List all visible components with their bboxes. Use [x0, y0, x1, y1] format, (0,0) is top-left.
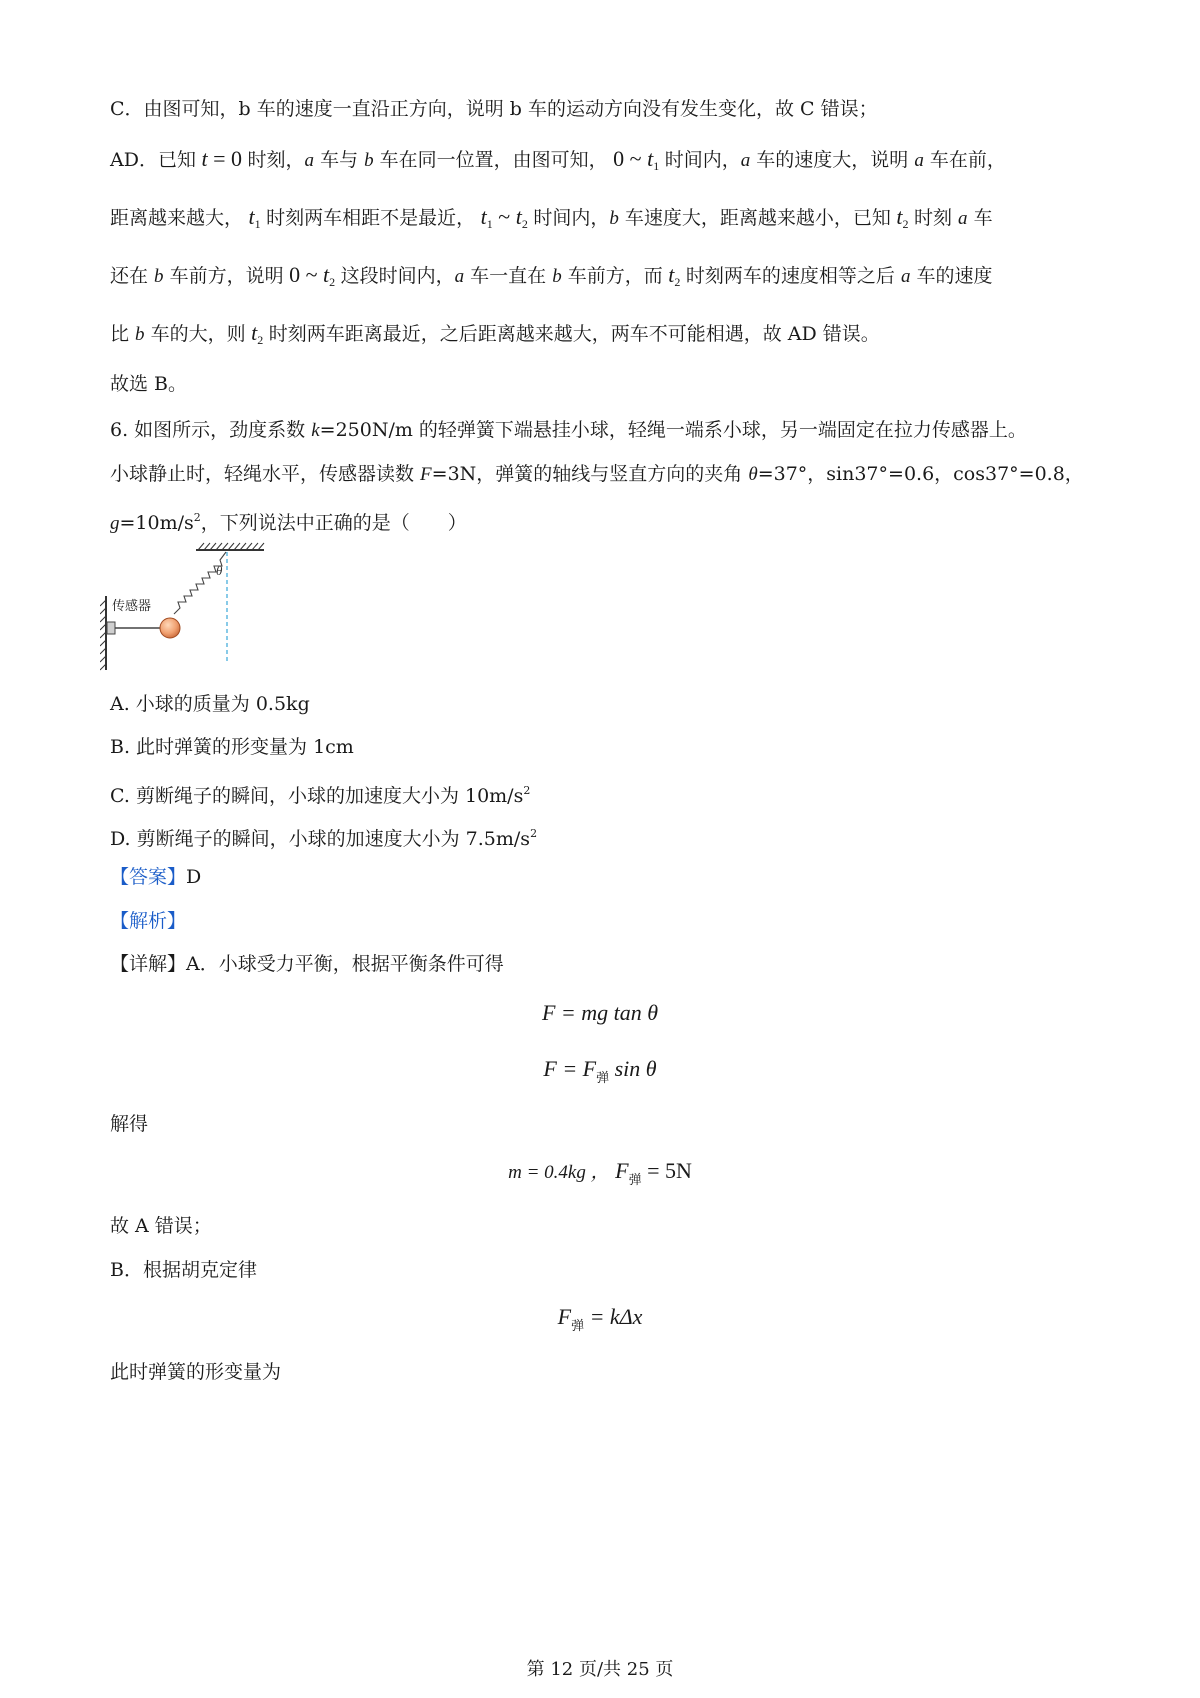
paragraph-c: C．由图可知，b 车的速度一直沿正方向，说明 b 车的运动方向没有发生变化，故 C 错误； — [110, 98, 878, 120]
question6-line2: 小球静止时，轻绳水平，传感器读数 F=3N，弹簧的轴线与竖直方向的夹角 θ=37°，sin37°=0.6，cos37°=0.8， — [110, 463, 1084, 485]
option-d: D. 剪断绳子的瞬间，小球的加速度大小为 $7.5m/s^2$ — [110, 827, 538, 850]
option-b: B. 此时弹簧的形变量为 1cm — [110, 736, 354, 758]
question6-line3: $g=10m/s^2$，下列说法中正确的是（ ） — [110, 511, 467, 534]
spring — [174, 552, 226, 614]
equation-3: m = 0.4kg ， $F_弹 = 5N$ — [508, 1158, 692, 1188]
detail-b: B．根据胡克定律 — [110, 1259, 257, 1281]
paragraph-ad-line2: 距离越来越大， $t_1$ 时刻两车相距不是最近， $t_1$ ~ $t_2$ 时间内，b 车速度大，距离越来越小，已知 $t_2$ 时刻 a 车 — [110, 204, 993, 231]
page-footer: 第 12 页/共 25 页 — [526, 1659, 674, 1680]
detail-label: 【详解】 — [110, 953, 187, 975]
option-a: A. 小球的质量为 0.5kg — [110, 693, 310, 715]
paragraph-ad-line4: 比 b 车的大，则 $t_2$ 时刻两车距离最近，之后距离越来越大，两车不可能相遇，故 AD 错误。 — [110, 320, 880, 347]
question6-line1: 6. 如图所示，劲度系数 k=250N/m 的轻弹簧下端悬挂小球，轻绳一端系小球，另一端固定在拉力传感器上。 — [110, 419, 1027, 441]
paragraph-ad-line3: 还在 b 车前方，说明 0 ~ $t_2$ 这段时间内，a 车一直在 b 车前方，而 $t_2$ 时刻两车的速度相等之后 a 车的速度 — [110, 262, 993, 289]
ceiling-hatch — [198, 543, 264, 550]
answer-label: 【答案】 — [110, 866, 187, 888]
select-conclusion: 故选 B。 — [110, 373, 188, 395]
sensor-box — [107, 622, 115, 634]
equation-2: $F = F_弹$ sin θ — [543, 1056, 657, 1086]
spring-ball-diagram — [100, 540, 290, 680]
analysis-label: 【解析】 — [110, 910, 187, 932]
equation-1: F = mg tan θ — [541, 1000, 659, 1025]
theta-label: θ — [216, 563, 223, 578]
answer — [110, 864, 201, 890]
equation-4: $F_弹 = k\Delta x$ — [557, 1304, 643, 1334]
a-wrong: 故 A 错误； — [110, 1215, 212, 1237]
detail-a: 【详解】A．小球受力平衡，根据平衡条件可得 — [110, 953, 504, 975]
ball — [160, 618, 180, 638]
option-c: C. 剪断绳子的瞬间，小球的加速度大小为 $10m/s^2$ — [110, 784, 531, 807]
solve-label: 解得 — [110, 1113, 149, 1135]
sensor-label: 传感器 — [112, 599, 152, 614]
b-deformation-text: 此时弹簧的形变量为 — [110, 1361, 282, 1383]
answer-value: D — [186, 866, 202, 888]
paragraph-ad-line1: AD．已知 t = 0 时刻，a 车与 b 车在同一位置，由图可知， 0 ~ $t_1$ 时间内，a 车的速度大，说明 a 车在前， — [110, 146, 1006, 173]
